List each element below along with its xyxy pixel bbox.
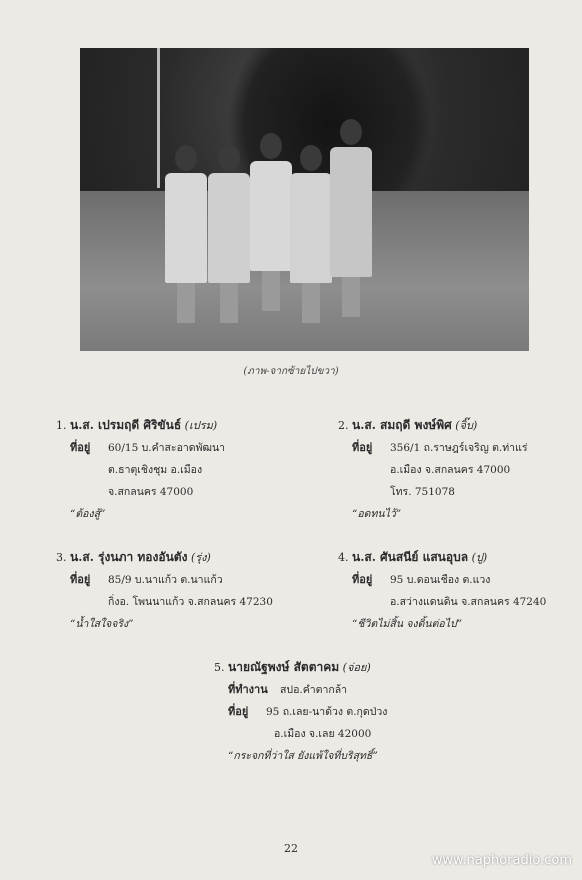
workplace-label: ที่ทำงาน bbox=[228, 683, 268, 696]
address-line: 95 บ.ดอนเชือง ต.แวง bbox=[390, 574, 491, 586]
photo-pole bbox=[157, 48, 160, 188]
entry-name: น.ส. เปรมฤดี ศิริขันธ์ bbox=[70, 418, 182, 432]
address-line: อ.เมือง จ.เลย 42000 bbox=[274, 728, 372, 740]
entry-number: 4. bbox=[338, 551, 349, 564]
address-line: 60/15 บ.คำสะอาดพัฒนา bbox=[108, 442, 226, 454]
address-line: 95 ถ.เลย-นาด้วง ต.กุดป่วง bbox=[266, 706, 388, 718]
entry-name: น.ส. สมฤดี พงษ์พิศ bbox=[352, 418, 452, 432]
entry-name: น.ส. ศันสนีย์ แสนอุบล bbox=[352, 550, 469, 564]
entry-4 bbox=[338, 546, 546, 635]
entry-5 bbox=[214, 656, 387, 767]
address-line: 85/9 บ.นาแก้ว ต.นาแก้ว bbox=[108, 574, 223, 586]
address-label: ที่อยู่ bbox=[352, 573, 373, 586]
page-number: 22 bbox=[284, 842, 298, 855]
address-label: ที่อยู่ bbox=[70, 573, 91, 586]
entry-motto: “กระจกที่ว่าใส ยังแพ้ใจที่บริสุทธิ์” bbox=[228, 750, 378, 762]
address-label: ที่อยู่ bbox=[228, 705, 249, 718]
address-label: ที่อยู่ bbox=[352, 441, 373, 454]
entry-nickname: (รุ่ง) bbox=[190, 551, 211, 564]
workplace-value: สปอ.คำตากล้า bbox=[280, 684, 348, 696]
photo-person bbox=[250, 133, 292, 311]
address-line: โทร. 751078 bbox=[390, 486, 455, 498]
entry-name: น.ส. รุ่งนภา ทองอันตัง bbox=[70, 550, 188, 564]
address-line: อ.เมือง จ.สกลนคร 47000 bbox=[390, 464, 511, 476]
watermark: www.naphoradio.com bbox=[431, 853, 572, 868]
address-line: 356/1 ถ.ราษฎร์เจริญ ต.ท่าแร่ bbox=[390, 442, 528, 454]
entry-number: 3. bbox=[56, 551, 67, 564]
address-line: กิ่งอ. โพนนาแก้ว จ.สกลนคร 47230 bbox=[108, 596, 273, 608]
entry-motto: “อดทนไว้” bbox=[352, 508, 402, 520]
entry-nickname: (จิ๊บ) bbox=[455, 419, 478, 432]
address-line: จ.สกลนคร 47000 bbox=[108, 486, 194, 498]
photo-person bbox=[208, 145, 250, 323]
entry-nickname: (จ่อย) bbox=[342, 661, 371, 674]
photo-person bbox=[165, 145, 207, 323]
entry-nickname: (ปู) bbox=[471, 551, 488, 564]
entry-number: 2. bbox=[338, 419, 349, 432]
address-line: ต.ธาตุเชิงชุม อ.เมือง bbox=[108, 464, 203, 476]
entry-motto: “ต้องสู้” bbox=[70, 508, 106, 520]
entry-motto: “น้ำใสใจจริง” bbox=[70, 618, 134, 630]
address-line: อ.สว่างแดนดิน จ.สกลนคร 47240 bbox=[390, 596, 547, 608]
entry-2 bbox=[338, 414, 527, 525]
entry-3 bbox=[56, 546, 273, 635]
entry-nickname: (เปรม) bbox=[184, 419, 218, 432]
photo-person bbox=[330, 119, 372, 317]
group-photo bbox=[80, 48, 529, 351]
entry-number: 5. bbox=[214, 661, 225, 674]
entry-motto: “ชีวิตไม่สิ้น จงดิ้นต่อไป” bbox=[352, 618, 463, 630]
address-label: ที่อยู่ bbox=[70, 441, 91, 454]
entry-name: นายณัฐพงษ์ สัตตาคม bbox=[228, 660, 340, 674]
entry-number: 1. bbox=[56, 419, 67, 432]
entry-1 bbox=[56, 414, 225, 525]
photo-person bbox=[290, 145, 332, 323]
photo-caption: (ภาพ-จากซ้ายไปขวา) bbox=[243, 366, 339, 377]
